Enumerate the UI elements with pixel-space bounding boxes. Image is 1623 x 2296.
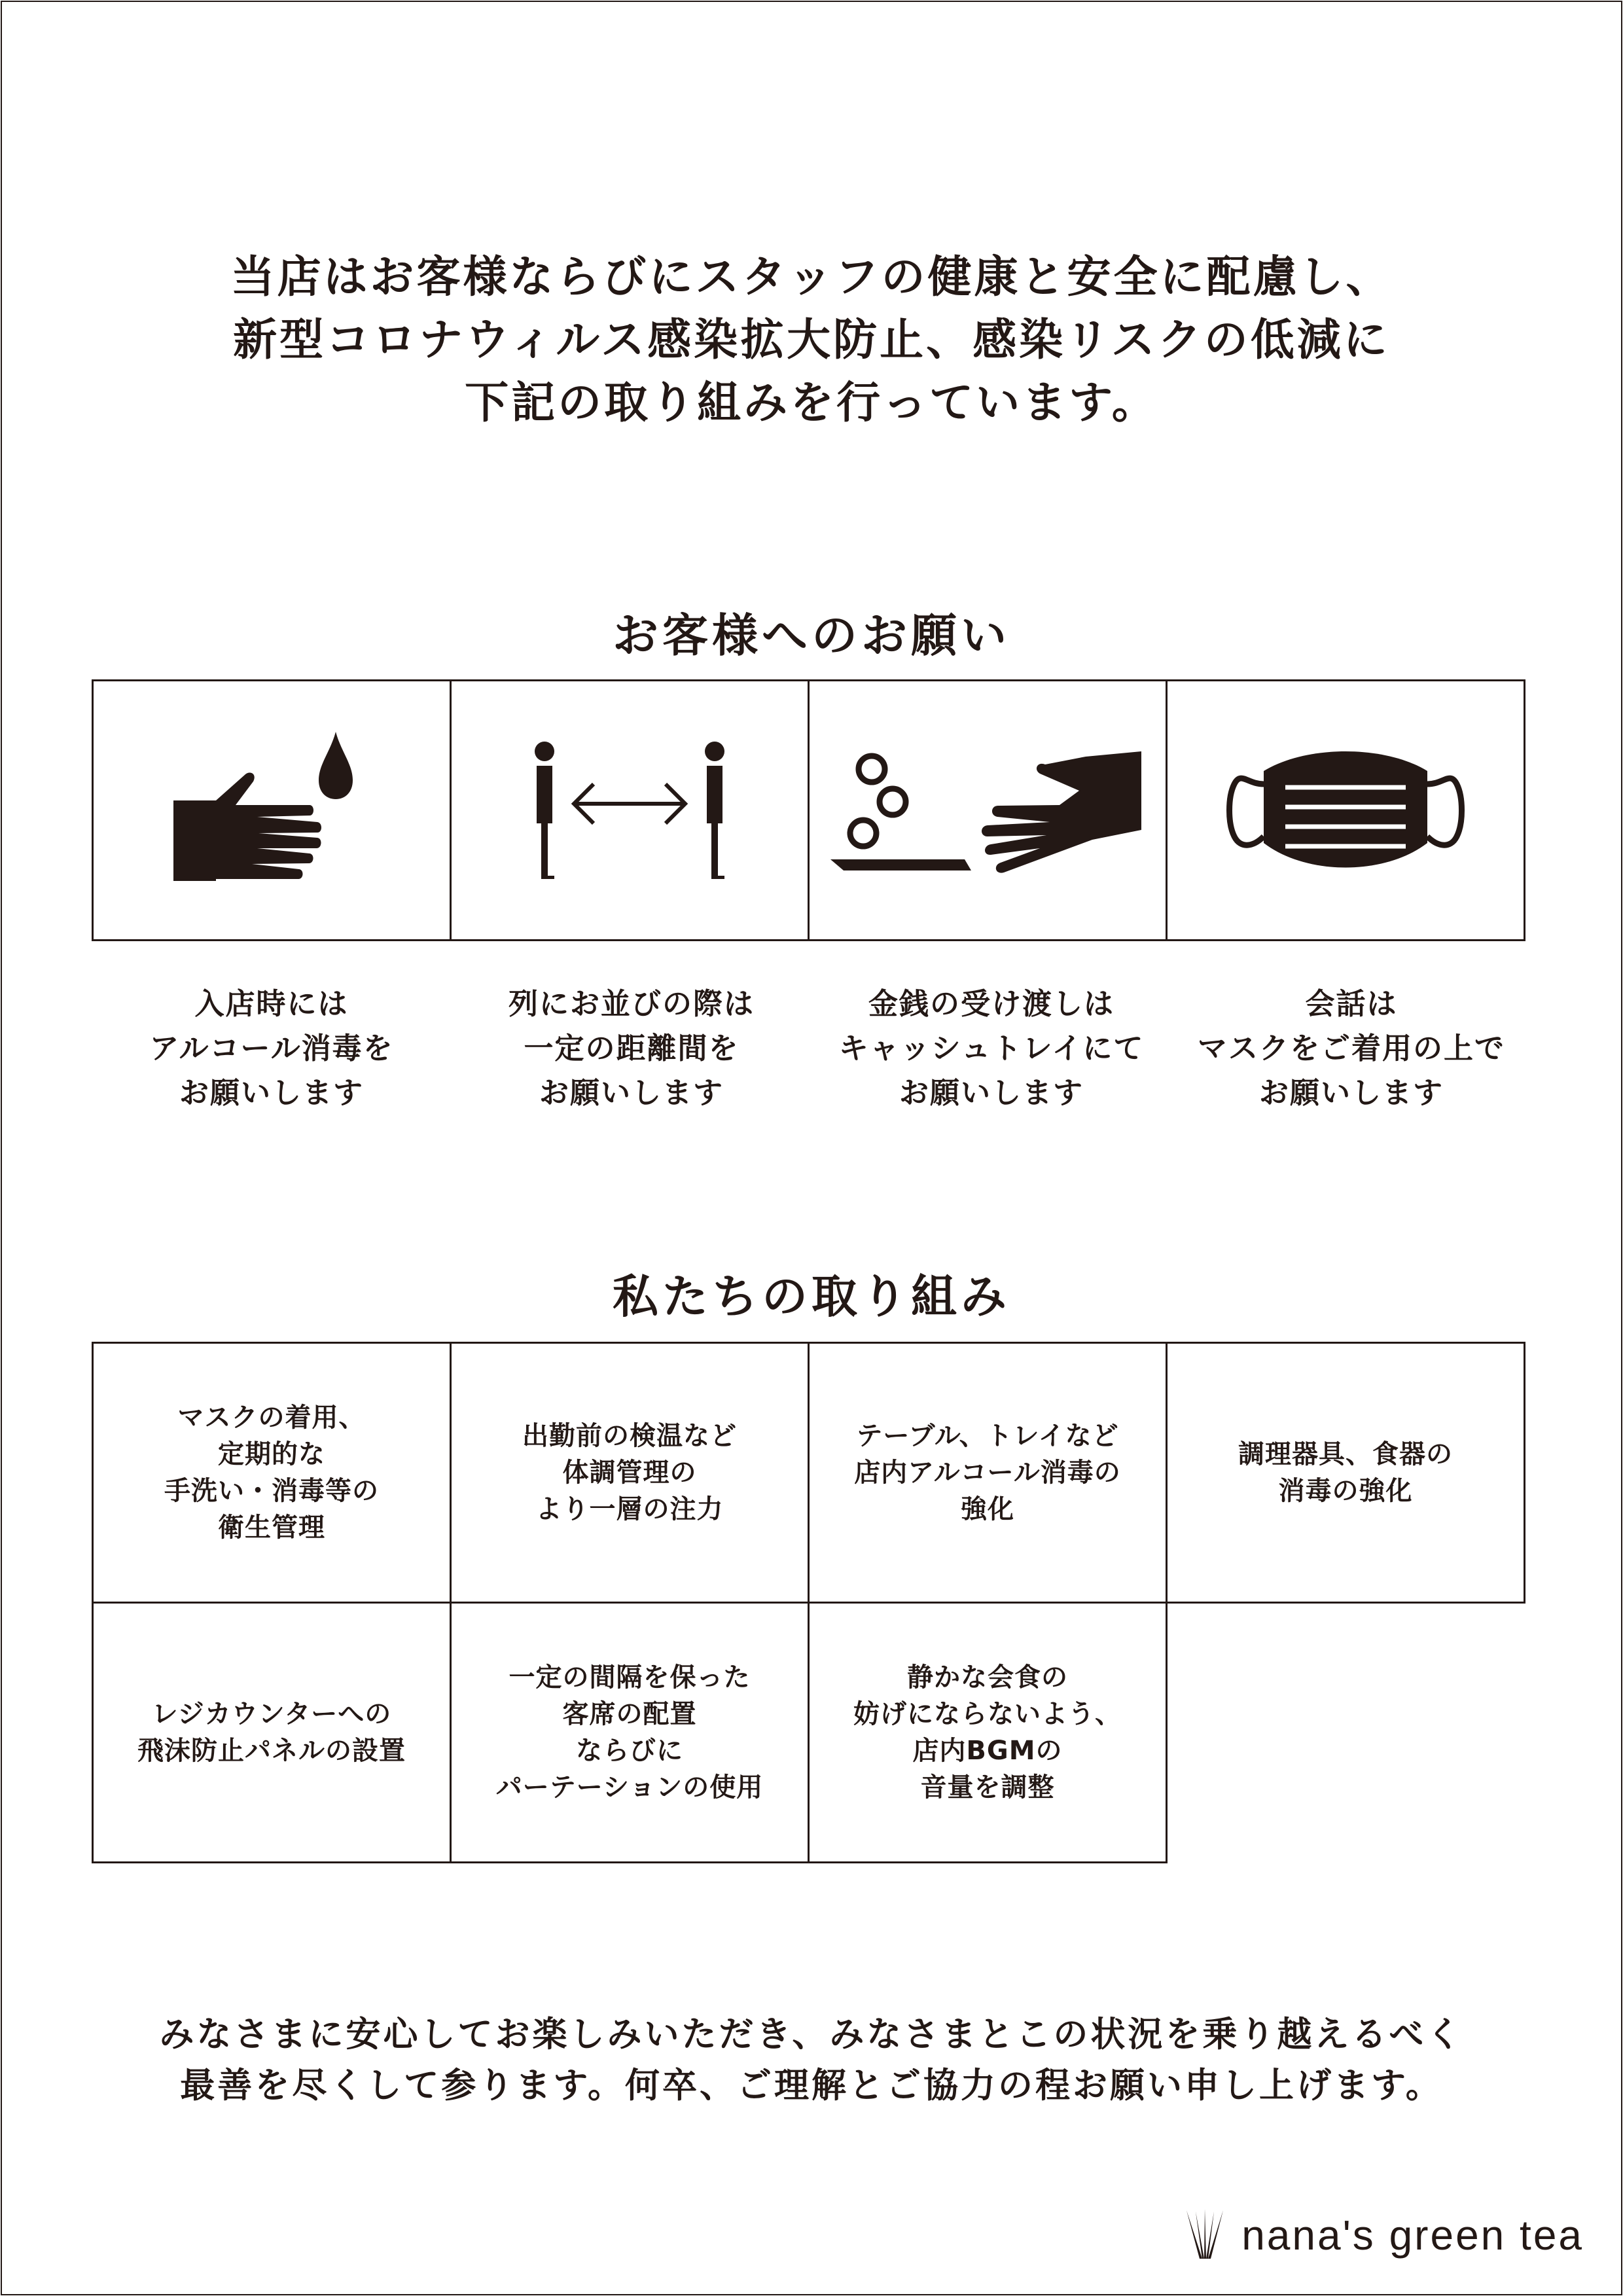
measure-line: 店内アルコール消毒の — [854, 1458, 1121, 1488]
intro-line: 新型コロナウィルス感染拡大防止、感染リスクの低減に — [233, 314, 1390, 365]
request-caption — [92, 982, 452, 1115]
measure-cell — [450, 1602, 810, 1863]
measure-line: 調理器具、食器の — [1238, 1439, 1453, 1469]
measure-cell — [808, 1602, 1168, 1863]
caption-line: 金銭の受け渡しは — [868, 986, 1115, 1021]
measure-line: 一定の間隔を保った — [508, 1662, 751, 1693]
request-cell-sanitizer — [92, 679, 452, 941]
request-caption — [1171, 982, 1531, 1115]
measure-line: テーブル、トレイなど — [856, 1421, 1119, 1451]
measure-line: 消毒の強化 — [1278, 1476, 1413, 1506]
measure-line: 静かな会食の — [907, 1662, 1068, 1693]
hand-sanitizer-icon — [154, 725, 389, 895]
measure-line: 体調管理の — [562, 1458, 697, 1488]
caption-line: アルコール消毒を — [149, 1031, 394, 1066]
measure-line: 手洗い・消毒等の — [164, 1476, 379, 1506]
measure-line: 定期的な — [218, 1439, 325, 1469]
measure-line: 出勤前の検温など — [522, 1421, 737, 1451]
closing-text — [0, 2009, 1623, 2111]
measure-cell — [92, 1342, 452, 1604]
intro-line: 当店はお客様ならびにスタッフの健康と安全に配慮し、 — [230, 251, 1393, 302]
caption-line: お願いします — [539, 1075, 724, 1110]
cash-tray-icon — [824, 725, 1151, 895]
measure-line: 妨げにならないよう、 — [853, 1699, 1122, 1729]
caption-line: 一定の距離間を — [524, 1031, 740, 1066]
measure-line: パーテーションの使用 — [495, 1772, 764, 1803]
measure-line: 店内BGMの — [912, 1736, 1063, 1766]
caption-line: 会話は — [1305, 986, 1398, 1021]
measure-cell — [1166, 1342, 1525, 1604]
measure-cell — [92, 1602, 452, 1863]
measures-title: 私たちの取り組み — [613, 1270, 1010, 1323]
measure-line: マスクの着用、 — [177, 1403, 366, 1433]
request-caption — [452, 982, 812, 1115]
intro-text — [0, 245, 1623, 434]
measure-line: 客席の配置 — [562, 1699, 697, 1729]
closing-line: 最善を尽くして参ります。何卒、ご理解とご協力の程お願い申し上げます。 — [180, 2066, 1443, 2106]
social-distance-icon — [512, 725, 747, 895]
measure-line: ならびに — [576, 1736, 683, 1766]
brand-logo-icon — [1184, 2209, 1226, 2261]
intro-line: 下記の取り組みを行っています。 — [465, 377, 1158, 428]
caption-line: 列にお並びの際は — [508, 986, 755, 1021]
caption-line: マスクをご着用の上で — [1197, 1031, 1505, 1066]
caption-line: お願いします — [179, 1075, 364, 1110]
measures-row-2 — [92, 1602, 1166, 1861]
measure-line: 飛沫防止パネルの設置 — [137, 1736, 406, 1766]
measure-line: 音量を調整 — [920, 1772, 1055, 1803]
measure-line: 強化 — [961, 1494, 1014, 1524]
request-caption — [812, 982, 1171, 1115]
requests-title: お客様へのお願い — [613, 609, 1010, 662]
measure-line: より一層の注力 — [535, 1494, 724, 1524]
caption-line: キャッシュトレイにて — [838, 1031, 1145, 1066]
brand-name: nana's green tea — [1241, 2212, 1584, 2259]
caption-line: お願いします — [1258, 1075, 1444, 1110]
caption-line: お願いします — [899, 1075, 1084, 1110]
request-cell-mask — [1166, 679, 1525, 941]
measures-row-1 — [92, 1342, 1524, 1602]
requests-icon-row — [92, 679, 1524, 939]
measure-line: レジカウンターへの — [151, 1699, 392, 1729]
request-cell-cash-tray — [808, 679, 1168, 941]
request-cell-distance — [450, 679, 810, 941]
request-captions — [92, 982, 1531, 1115]
measure-cell — [450, 1342, 810, 1604]
closing-line: みなさまに安心してお楽しみいただき、みなさまとこの状況を乗り越えるべく — [159, 2015, 1464, 2054]
measure-line: 衛生管理 — [218, 1513, 325, 1543]
brand — [1184, 2209, 1584, 2261]
caption-line: 入店時には — [194, 986, 349, 1021]
measure-cell — [808, 1342, 1168, 1604]
face-mask-icon — [1208, 725, 1483, 895]
